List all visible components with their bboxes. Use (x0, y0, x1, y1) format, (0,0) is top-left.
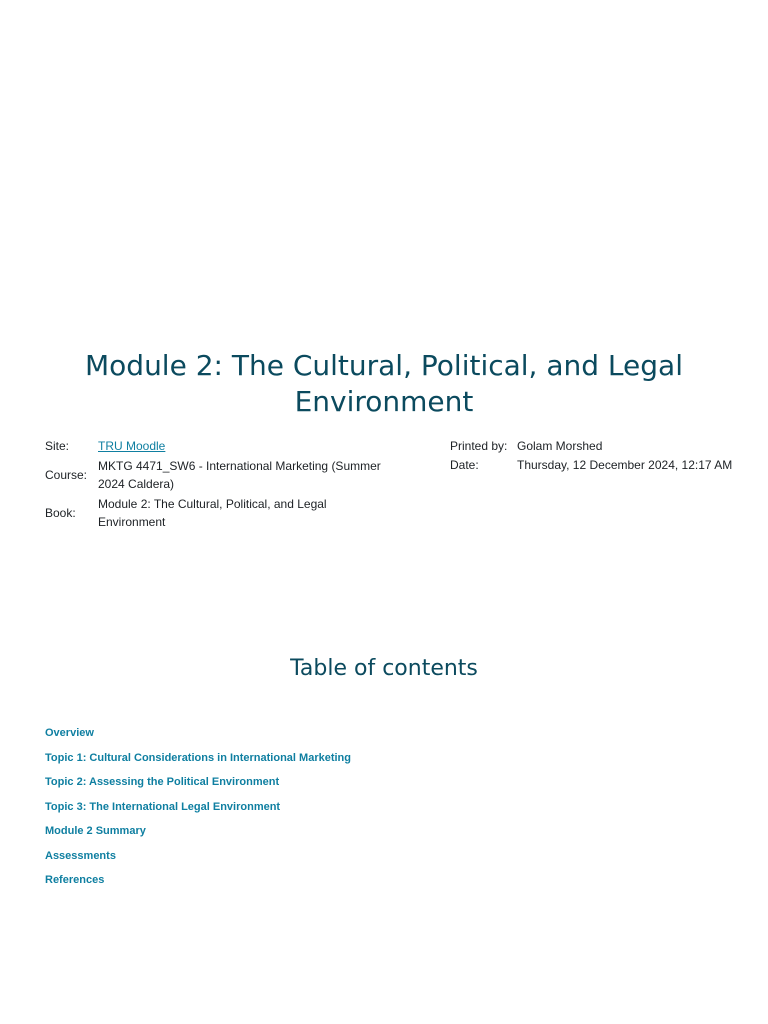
course-row (45, 457, 383, 495)
site-value (98, 437, 383, 457)
printed-by-label: Printed by: (450, 439, 508, 453)
toc-link-topic-1[interactable]: Topic 1: Cultural Considerations in International Marketing (45, 751, 351, 764)
date-label: Date: (450, 458, 479, 472)
book-info-table (45, 437, 383, 533)
toc-link-references[interactable]: References (45, 874, 105, 886)
date-value: Thursday, 12 December 2024, 12:17 AM (517, 458, 733, 472)
printed-by-value: Golam Morshed (517, 439, 603, 453)
toc-item (45, 723, 351, 748)
site-row (45, 437, 383, 457)
toc-item (45, 748, 351, 773)
toc-link-overview[interactable]: Overview (45, 727, 94, 739)
toc-link-assessments[interactable]: Assessments (45, 849, 116, 862)
toc-title: Table of contents (290, 656, 478, 681)
book-title: Module 2: The Cultural, Political, and Legal Environment (85, 349, 683, 418)
toc-link-topic-3[interactable]: Topic 3: The International Legal Environment (45, 800, 281, 813)
toc-link-topic-2[interactable]: Topic 2: Assessing the Political Environment (45, 776, 280, 788)
book-row (45, 495, 383, 533)
book-value: Module 2: The Cultural, Political, and Legal Environment (98, 497, 327, 529)
toc-link-summary[interactable]: Module 2 Summary (45, 825, 146, 837)
toc-item (45, 797, 351, 822)
toc-item (45, 772, 351, 797)
course-label: Course: (45, 468, 88, 482)
print-info-table (450, 437, 732, 475)
toc-list (45, 723, 351, 895)
toc-item (45, 870, 351, 895)
toc-item (45, 821, 351, 846)
book-label: Book: (45, 506, 76, 520)
course-value: MKTG 4471_SW6 - International Marketing (Summer 2024 Caldera) (98, 459, 381, 491)
site-label: Site: (45, 439, 70, 453)
date-row (450, 456, 732, 475)
site-link[interactable]: TRU Moodle (98, 439, 166, 453)
toc-item (45, 846, 351, 871)
printed-by-row (450, 437, 732, 456)
